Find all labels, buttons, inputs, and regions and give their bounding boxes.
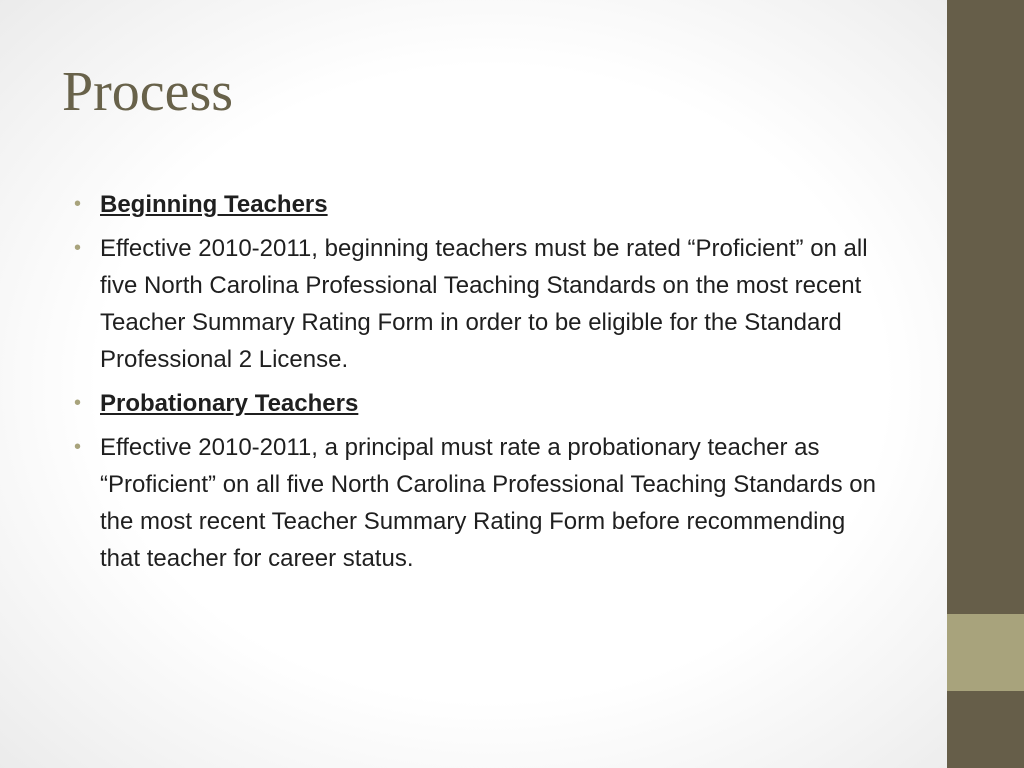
bullet-item-probationary-teachers [72,385,882,422]
bullet-icon: • [74,193,82,215]
bullet-icon: • [74,392,82,414]
bullet-icon: • [74,436,82,458]
bullet-heading: Probationary Teachers [100,390,359,417]
slide-title: Process [62,61,234,123]
bullet-text: Effective 2010-2011, beginning teachers must be rated “Proficient” on all five North Carolina Professional Teaching Standards on the most recent Teacher Summary Rating Form in order to be eligible for the Standard Professional 2 License. [100,235,868,373]
bullet-item-beginning-teachers [72,186,882,223]
bullet-icon: • [74,237,82,259]
bullet-text: Effective 2010-2011, a principal must rate a probationary teacher as “Proficient” on all five North Carolina Professional Teaching Standards on the most recent Teacher Summary Rating Form before recommending that teacher for career status. [100,434,876,572]
bullet-item-probationary-requirement [72,429,882,577]
bullet-heading: Beginning Teachers [100,191,328,218]
bullet-list [72,186,882,584]
bullet-item-beginning-requirement [72,230,882,378]
side-decoration-accent [947,614,1024,691]
